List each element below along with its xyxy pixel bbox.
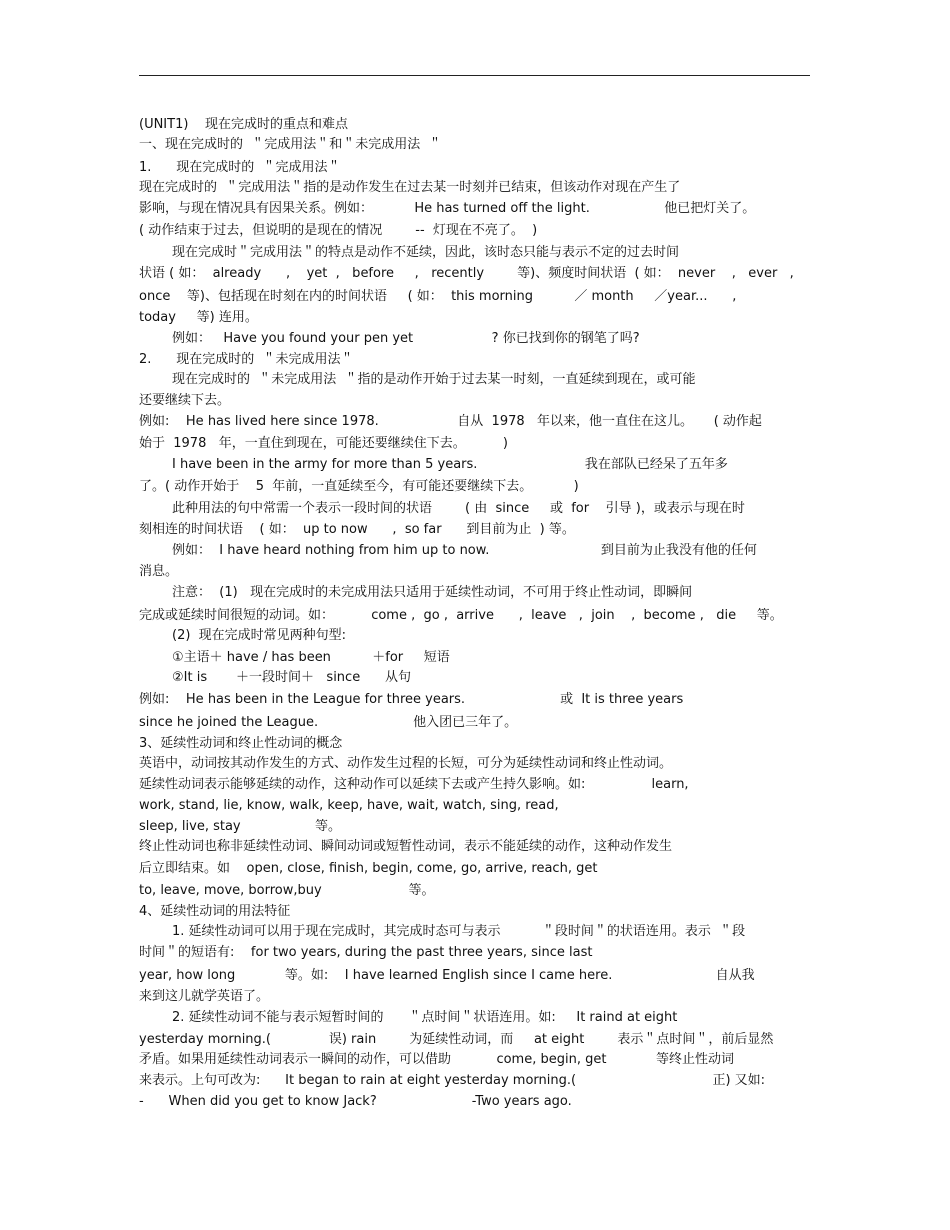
section-heading-1: 一、现在完成时的 ＂完成用法＂和＂未完成用法 ＂ xyxy=(139,137,442,152)
text-line: 1. 延续性动词可以用于现在完成时，其完成时态可与表示 ＂段时间＂的状语连用。表示 ＂段 xyxy=(172,924,746,939)
example-line: 例如: He has lived here since 1978. 自从 1978 年以来，他一直住在这儿。 ( 动作起 xyxy=(139,414,762,429)
subheading-2: 2. 现在完成时的 ＂未完成用法＂ xyxy=(139,352,354,367)
text-line: yesterday morning.( 误) rain 为延续性动词，而 at eight 表示＂点时间＂，前后显然 xyxy=(139,1032,774,1047)
text-line: 消息。 xyxy=(139,564,179,579)
text-line: work, stand, lie, know, walk, keep, have, wait, watch, sing, read, xyxy=(139,798,559,813)
text-line: sleep, live, stay 等。 xyxy=(139,819,341,834)
text-line: 英语中，动词按其动作发生的方式、动作发生过程的长短，可分为延续性动词和终止性动词。 xyxy=(139,756,673,771)
text-line: 现在完成时的 ＂未完成用法 ＂指的是动作开始于过去某一时刻，一直延续到现在，或可能 xyxy=(172,372,696,387)
text-line: once 等)、包括现在时刻在内的时间状语 ( 如： this morning ／ month ／year... , xyxy=(139,289,737,304)
text-line: today 等) 连用。 xyxy=(139,310,258,325)
text-line: 时间＂的短语有: for two years, during the past three years, since last xyxy=(139,945,593,960)
dialog-line: - When did you get to know Jack? -Two years ago. xyxy=(139,1094,572,1109)
text-line: 终止性动词也称非延续性动词、瞬间动词或短暂性动词，表示不能延续的动作，这种动作发生 xyxy=(139,839,673,854)
example-line: 例如： I have heard nothing from him up to now. 到目前为止我没有他的任何 xyxy=(172,543,757,558)
text-line: 矛盾。如果用延续性动词表示一瞬间的动作，可以借助 come, begin, get 等终止性动词 xyxy=(139,1052,735,1067)
text-line: 2. 延续性动词不能与表示短暂时间的 ＂点时间＂状语连用。如: It raind at eight xyxy=(172,1010,678,1025)
note-line: (2) 现在完成时常见两种句型: xyxy=(172,628,347,643)
text-line: 后立即结束。如 open, close, finish, begin, come, go, arrive, reach, get xyxy=(139,861,598,876)
unit-title: (UNIT1) 现在完成时的重点和难点 xyxy=(139,117,348,132)
text-line: 状语 ( 如： already , yet , before , recently 等)、频度时间状语 ( 如： never , ever , xyxy=(139,266,794,281)
text-line: 始于 1978 年，一直住到现在，可能还要继续住下去。 ) xyxy=(139,436,509,451)
text-line: 来表示。上句可改为: It began to rain at eight yesterday morning.( 正) 又如: xyxy=(139,1073,766,1088)
header-rule xyxy=(139,75,810,76)
text-line: 现在完成时＂完成用法＂的特点是动作不延续，因此，该时态只能与表示不定的过去时间 xyxy=(172,245,680,260)
section-heading-4: 4、延续性动词的用法特征 xyxy=(139,904,291,919)
text-line: 此种用法的句中常需一个表示一段时间的状语 ( 由 since 或 for 引导 )，或表示与现在时 xyxy=(172,501,745,516)
pattern-line: ①主语＋ have / has been ＋for 短语 xyxy=(172,650,450,665)
text-line: 还要继续下去。 xyxy=(139,393,231,408)
text-line: 现在完成时的 ＂完成用法＂指的是动作发生在过去某一时刻并已结束，但该动作对现在产生了 xyxy=(139,180,681,195)
text-line: 完成或延续时间很短的动词。如： come , go , arrive , leave , join , become , die 等。 xyxy=(139,608,783,623)
text-line: ( 动作结束于过去，但说明的是现在的情况 -- 灯现在不亮了。 ) xyxy=(139,223,538,238)
text-line: 了。( 动作开始于 5 年前，一直延续至今，有可能还要继续下去。 ) xyxy=(139,479,579,494)
text-line: 影响，与现在情况具有因果关系。例如： He has turned off the light. 他已把灯关了。 xyxy=(139,201,756,216)
text-line: since he joined the League. 他入团已三年了。 xyxy=(139,715,518,730)
text-line: to, leave, move, borrow,buy 等。 xyxy=(139,883,435,898)
text-line: 延续性动词表示能够延续的动作，这种动作可以延续下去或产生持久影响。如: learn, xyxy=(139,777,689,792)
section-heading-3: 3、延续性动词和终止性动词的概念 xyxy=(139,736,343,751)
text-line: 刻相连的时间状语 ( 如： up to now , so far 到目前为止 ) 等。 xyxy=(139,522,575,537)
example-line: I have been in the army for more than 5 years. 我在部队已经呆了五年多 xyxy=(172,457,728,472)
note-line: 注意： (1) 现在完成时的未完成用法只适用于延续性动词，不可用于终止性动词，即瞬间 xyxy=(172,585,693,600)
text-line: 来到这儿就学英语了。 xyxy=(139,989,270,1004)
example-line: 例如: He has been in the League for three years. 或 It is three years xyxy=(139,692,684,707)
subheading-1: 1. 现在完成时的 ＂完成用法＂ xyxy=(139,160,341,175)
example-line: 例如： Have you found your pen yet ? 你已找到你的钢笔了吗? xyxy=(172,331,640,346)
text-line: year, how long 等。如: I have learned English since I came here. 自从我 xyxy=(139,968,755,983)
pattern-line: ②It is ＋一段时间＋ since 从句 xyxy=(172,670,411,685)
